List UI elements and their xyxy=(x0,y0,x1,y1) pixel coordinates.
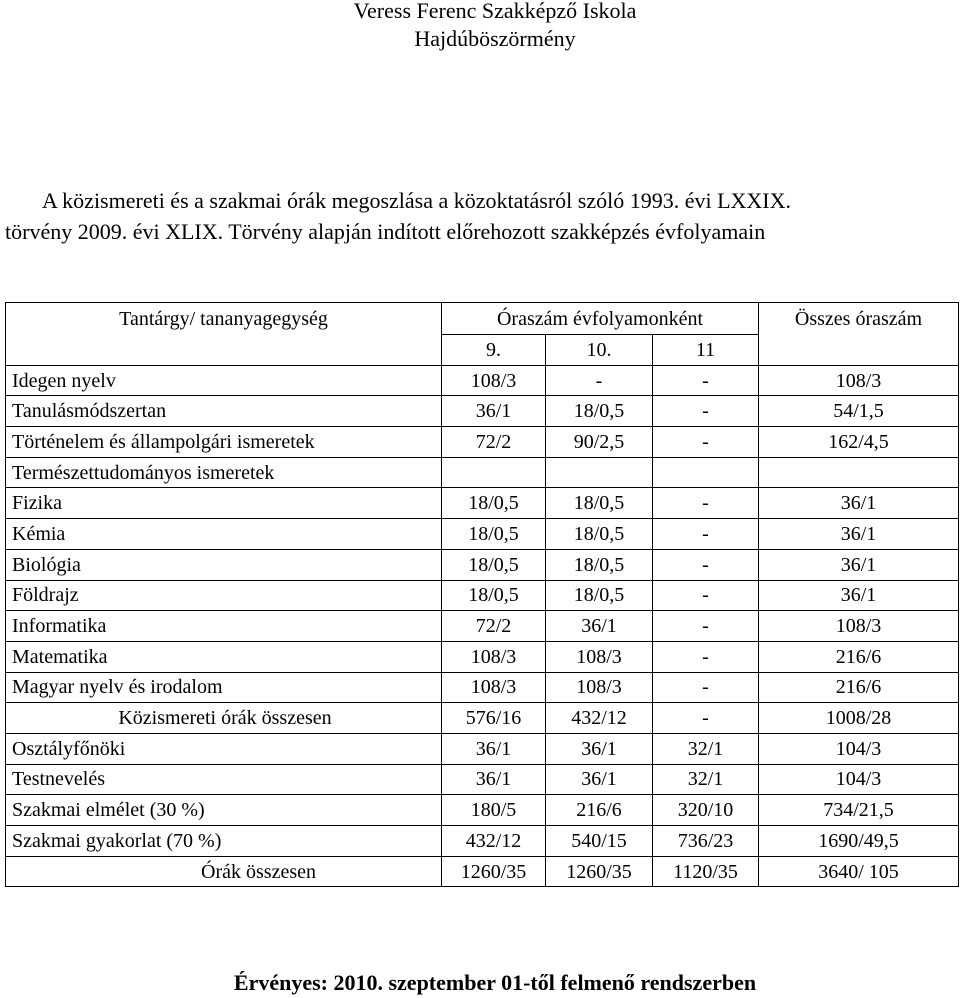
grade-9-cell: 36/1 xyxy=(442,396,546,427)
school-city: Hajdúböszörmény xyxy=(414,26,576,51)
intro-line-2: törvény 2009. évi XLIX. Törvény alapján indított előrehozott szakképzés évfolyamain xyxy=(5,219,766,244)
subject-cell: Magyar nyelv és irodalom xyxy=(6,672,442,703)
table-header-row xyxy=(6,303,959,335)
table-row xyxy=(6,488,959,519)
total-cell: 1008/28 xyxy=(759,703,959,734)
grade-10-cell: 18/0,5 xyxy=(546,549,653,580)
table-row xyxy=(6,365,959,396)
subject-cell: Földrajz xyxy=(6,580,442,611)
total-cell: 216/6 xyxy=(759,641,959,672)
grade-11-cell: - xyxy=(653,396,759,427)
col-subject-header: Tantárgy/ tananyagegység xyxy=(6,303,442,335)
grade-9-header: 9. xyxy=(442,335,546,366)
grade-9-cell: 108/3 xyxy=(442,365,546,396)
grade-10-cell: 216/6 xyxy=(546,795,653,826)
grade-9-cell: 72/2 xyxy=(442,611,546,642)
subject-cell: Tanulásmódszertan xyxy=(6,396,442,427)
grade-11-cell: 736/23 xyxy=(653,826,759,857)
subject-cell: Biológia xyxy=(6,549,442,580)
grade-11-cell: - xyxy=(653,641,759,672)
total-cell: 104/3 xyxy=(759,733,959,764)
grade-11-cell: - xyxy=(653,549,759,580)
grade-10-header: 10. xyxy=(546,335,653,366)
table-row xyxy=(6,611,959,642)
grade-11-cell: - xyxy=(653,611,759,642)
grade-10-cell: 18/0,5 xyxy=(546,580,653,611)
total-cell: 108/3 xyxy=(759,365,959,396)
table-row xyxy=(6,580,959,611)
grade-10-cell: 108/3 xyxy=(546,672,653,703)
grade-spacer-cell xyxy=(6,335,442,366)
table-row xyxy=(6,396,959,427)
grade-11-cell: - xyxy=(653,365,759,396)
total-cell: 162/4,5 xyxy=(759,427,959,458)
total-cell: 734/21,5 xyxy=(759,795,959,826)
school-name: Veress Ferenc Szakképző Iskola xyxy=(353,0,637,23)
grade-10-cell: - xyxy=(546,365,653,396)
table-row xyxy=(6,672,959,703)
hours-table xyxy=(5,302,959,887)
total-cell: 1690/49,5 xyxy=(759,826,959,857)
subject-cell: Testnevelés xyxy=(6,764,442,795)
table-row xyxy=(6,826,959,857)
table-row xyxy=(6,457,959,488)
total-cell: 36/1 xyxy=(759,488,959,519)
grade-10-cell xyxy=(546,457,653,488)
grade-9-cell xyxy=(442,457,546,488)
subject-cell: Történelem és állampolgári ismeretek xyxy=(6,427,442,458)
grade-10-cell: 432/12 xyxy=(546,703,653,734)
total-cell xyxy=(759,457,959,488)
grade-11-cell: - xyxy=(653,703,759,734)
grade-10-cell: 36/1 xyxy=(546,733,653,764)
total-cell: 104/3 xyxy=(759,764,959,795)
table-row xyxy=(6,641,959,672)
col-hours-header: Óraszám évfolyamonként xyxy=(442,303,759,335)
subject-cell: Kémia xyxy=(6,519,442,550)
grade-9-cell: 36/1 xyxy=(442,764,546,795)
table-row xyxy=(6,427,959,458)
table-row xyxy=(6,549,959,580)
grade-11-cell: 320/10 xyxy=(653,795,759,826)
grade-11-cell: 32/1 xyxy=(653,764,759,795)
grade-9-cell: 108/3 xyxy=(442,672,546,703)
grade-9-cell: 1260/35 xyxy=(442,856,546,887)
grade-10-cell: 90/2,5 xyxy=(546,427,653,458)
subject-cell: Órák összesen xyxy=(6,856,442,887)
total-cell: 54/1,5 xyxy=(759,396,959,427)
table-row xyxy=(6,764,959,795)
grade-11-cell: - xyxy=(653,519,759,550)
grade-10-cell: 18/0,5 xyxy=(546,488,653,519)
subject-cell: Szakmai gyakorlat (70 %) xyxy=(6,826,442,857)
grade-10-cell: 1260/35 xyxy=(546,856,653,887)
total-cell: 36/1 xyxy=(759,519,959,550)
grade-9-cell: 108/3 xyxy=(442,641,546,672)
intro-line-1: A közismereti és a szakmai órák megoszlása a közoktatásról szóló 1993. évi LXXIX. xyxy=(42,188,791,213)
grade-9-cell: 18/0,5 xyxy=(442,488,546,519)
grade-9-cell: 432/12 xyxy=(442,826,546,857)
grade-9-cell: 18/0,5 xyxy=(442,580,546,611)
total-cell: 108/3 xyxy=(759,611,959,642)
subject-cell: Szakmai elmélet (30 %) xyxy=(6,795,442,826)
total-cell: 216/6 xyxy=(759,672,959,703)
grade-9-cell: 576/16 xyxy=(442,703,546,734)
subject-cell: Idegen nyelv xyxy=(6,365,442,396)
table-row xyxy=(6,795,959,826)
grade-10-cell: 108/3 xyxy=(546,641,653,672)
grade-9-cell: 18/0,5 xyxy=(442,519,546,550)
grade-11-cell: - xyxy=(653,580,759,611)
total-cell: 3640/ 105 xyxy=(759,856,959,887)
grade-9-cell: 72/2 xyxy=(442,427,546,458)
grade-11-cell: - xyxy=(653,488,759,519)
grade-10-cell: 18/0,5 xyxy=(546,519,653,550)
grade-11-cell: 32/1 xyxy=(653,733,759,764)
grade-9-cell: 36/1 xyxy=(442,733,546,764)
grade-11-cell: - xyxy=(653,672,759,703)
table-row xyxy=(6,703,959,734)
table-row xyxy=(6,856,959,887)
grade-10-cell: 36/1 xyxy=(546,611,653,642)
total-cell: 36/1 xyxy=(759,549,959,580)
grade-10-cell: 540/15 xyxy=(546,826,653,857)
subject-cell: Fizika xyxy=(6,488,442,519)
subject-cell: Informatika xyxy=(6,611,442,642)
table-row xyxy=(6,519,959,550)
grade-11-header: 11 xyxy=(653,335,759,366)
validity-note: Érvényes: 2010. szeptember 01-től felmenő rendszerben xyxy=(233,970,757,995)
grade-spacer-cell xyxy=(759,335,959,366)
grade-10-cell: 18/0,5 xyxy=(546,396,653,427)
subject-cell: Matematika xyxy=(6,641,442,672)
total-cell: 36/1 xyxy=(759,580,959,611)
grade-11-cell: - xyxy=(653,427,759,458)
grade-9-cell: 18/0,5 xyxy=(442,549,546,580)
subject-cell: Osztályfőnöki xyxy=(6,733,442,764)
grade-10-cell: 36/1 xyxy=(546,764,653,795)
grade-9-cell: 180/5 xyxy=(442,795,546,826)
subject-cell: Közismereti órák összesen xyxy=(6,703,442,734)
subject-cell: Természettudományos ismeretek xyxy=(6,457,442,488)
table-row xyxy=(6,733,959,764)
grade-11-cell: 1120/35 xyxy=(653,856,759,887)
grade-11-cell xyxy=(653,457,759,488)
grade-header-row xyxy=(6,335,959,366)
col-total-header: Összes óraszám xyxy=(759,303,959,335)
